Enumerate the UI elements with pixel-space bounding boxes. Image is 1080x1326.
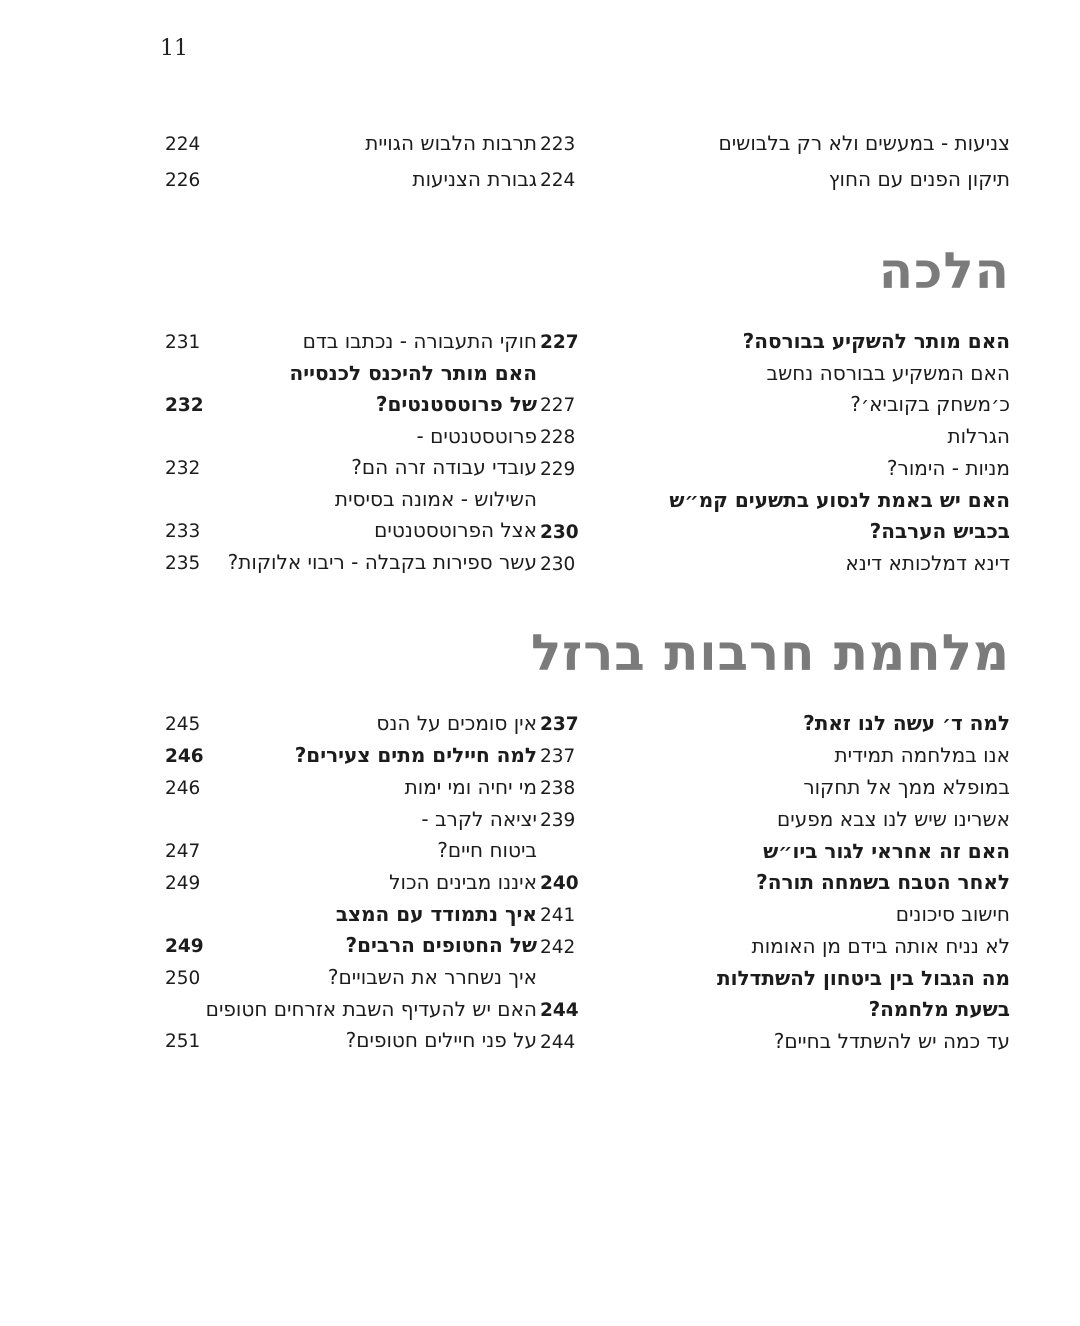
toc-entry-page-number: 238	[540, 778, 576, 799]
toc-entry	[165, 1025, 537, 1057]
page-number: 11	[160, 36, 188, 61]
toc-entry-title: תרבות הלבוש הגויית	[365, 131, 537, 155]
toc-column-left	[165, 708, 537, 1058]
toc-entry-title: ביטוח חיים?	[437, 838, 537, 862]
toc-entry-title: עובדי עבודה זרה הם?	[351, 455, 537, 479]
toc-entry-title: חישוב סיכונים	[895, 902, 1010, 926]
toc-entry-page-number: 246	[165, 746, 204, 767]
toc-entry-page-number: 232	[165, 458, 201, 479]
toc-entry	[165, 994, 537, 1025]
toc-entry	[165, 962, 537, 994]
toc-entry-page-number: 223	[540, 134, 576, 155]
toc-entry	[540, 931, 1010, 963]
toc-entry-title: חוקי התעבורה - נכתבו בדם	[302, 329, 537, 353]
toc-entry-title: השילוש - אמונה בסיסית	[334, 487, 537, 511]
toc-entry-page-number: 251	[165, 1031, 201, 1052]
toc-entry-page-number: 249	[165, 873, 201, 894]
toc-entry	[540, 836, 1010, 867]
toc-entry-title: בכביש הערבה?	[869, 519, 1010, 543]
toc-entry	[540, 548, 1010, 580]
toc-entry-title: כ׳משחק בקוביא׳?	[850, 392, 1010, 416]
toc-entry-title: במופלא ממך אל תחקור	[803, 775, 1010, 799]
toc-entry-page-number: 229	[540, 459, 576, 480]
toc-entry-page-number: 230	[540, 554, 576, 575]
toc-entry	[540, 963, 1010, 994]
toc-entry-page-number: 250	[165, 968, 201, 989]
toc-columns	[165, 126, 1010, 198]
toc-entry-title: אנו במלחמה תמידית	[834, 743, 1010, 767]
toc-entry-page-number: 242	[540, 937, 576, 958]
toc-column-left	[165, 126, 537, 198]
toc-entry	[540, 126, 1010, 162]
toc-entry-title: האם יש להעדיף השבת אזרחים חטופים	[205, 997, 537, 1021]
toc-entry-title: הגרלות	[947, 424, 1010, 448]
toc-entry	[540, 326, 1010, 358]
toc-entry-page-number: 246	[165, 778, 201, 799]
toc-entry-title: האם מותר להשקיע בבורסה?	[742, 329, 1010, 353]
toc-entry-title: מה הגבול בין ביטחון להשתדלות	[716, 966, 1010, 990]
toc-entry-title: מי יחיה ומי ימות	[404, 775, 537, 799]
toc-entry	[165, 515, 537, 547]
toc-entry	[165, 162, 537, 198]
table-of-contents	[165, 126, 1010, 1058]
toc-entry-title: לאחר הטבח בשמחה תורה?	[756, 870, 1010, 894]
toc-entry-title: בשעת מלחמה?	[868, 997, 1010, 1021]
toc-entry	[540, 899, 1010, 931]
toc-entry-title: לא נניח אותה בידם מן האומות	[751, 934, 1010, 958]
toc-entry	[165, 358, 537, 389]
toc-entry	[165, 835, 537, 867]
toc-columns	[165, 326, 1010, 580]
toc-entry-page-number: 231	[165, 332, 201, 353]
toc-entry-title: האם המשקיע בבורסה נחשב	[766, 361, 1010, 385]
toc-entry-title: עשר ספירות בקבלה - ריבוי אלוקות?	[227, 550, 537, 574]
toc-entry-title: איך נתמודד עם המצב	[335, 902, 537, 926]
toc-entry	[165, 452, 537, 484]
toc-entry	[540, 421, 1010, 453]
toc-entry-title: אצל הפרוטסטנטים	[374, 518, 537, 542]
toc-entry-title: על פני חיילים חטופים?	[345, 1028, 537, 1052]
toc-entry	[540, 516, 1010, 548]
toc-entry	[165, 547, 537, 579]
toc-entry	[165, 421, 537, 452]
toc-entry	[165, 772, 537, 804]
toc-entry-title: האם מותר להיכנס לכנסייה	[289, 361, 537, 385]
toc-entry	[165, 899, 537, 930]
toc-entry	[540, 485, 1010, 516]
toc-entry-page-number: 249	[165, 936, 204, 957]
toc-entry	[165, 708, 537, 740]
toc-entry	[540, 867, 1010, 899]
toc-entry-page-number: 235	[165, 553, 201, 574]
toc-entry-title: של החטופים הרבים?	[345, 933, 537, 957]
toc-entry-page-number: 226	[165, 170, 201, 191]
toc-entry	[165, 389, 537, 421]
toc-entry	[165, 126, 537, 162]
toc-entry-title: גבורת הצניעות	[412, 167, 537, 191]
toc-entry-title: מניות - הימור?	[886, 456, 1010, 480]
toc-entry-page-number: 244	[540, 1000, 579, 1021]
toc-entry-page-number: 232	[165, 395, 204, 416]
toc-entry-title: איננו מבינים הכול	[389, 870, 537, 894]
toc-entry-title: אשרינו שיש לנו צבא מפעים	[777, 807, 1010, 831]
toc-entry-title: עד כמה יש להשתדל בחיים?	[773, 1029, 1010, 1053]
toc-entry-page-number: 247	[165, 841, 201, 862]
toc-entry	[540, 740, 1010, 772]
toc-entry-page-number: 228	[540, 427, 576, 448]
toc-entry	[165, 484, 537, 515]
toc-column-left	[165, 326, 537, 580]
toc-entry	[165, 930, 537, 962]
toc-entry-page-number: 230	[540, 522, 579, 543]
toc-entry-page-number: 233	[165, 521, 201, 542]
toc-entry	[540, 772, 1010, 804]
toc-entry	[165, 804, 537, 835]
toc-entry-page-number: 224	[165, 134, 201, 155]
toc-entry-page-number: 241	[540, 905, 576, 926]
toc-entry	[540, 1026, 1010, 1058]
toc-entry-page-number: 245	[165, 714, 201, 735]
toc-column-right	[540, 708, 1010, 1058]
toc-entry-page-number: 237	[540, 714, 579, 735]
toc-entry-page-number: 244	[540, 1032, 576, 1053]
toc-entry	[540, 804, 1010, 836]
toc-columns	[165, 708, 1010, 1058]
toc-entry-page-number: 240	[540, 873, 579, 894]
toc-entry	[540, 358, 1010, 389]
toc-entry-page-number: 227	[540, 395, 576, 416]
toc-entry-title: יציאה לקרב -	[421, 807, 537, 831]
toc-entry	[540, 453, 1010, 485]
toc-entry	[540, 994, 1010, 1026]
toc-entry-page-number: 224	[540, 170, 576, 191]
toc-entry-title: איך נשחרר את השבויים?	[327, 965, 537, 989]
toc-entry-page-number: 237	[540, 746, 576, 767]
toc-entry-title: למה ד׳ עשה לנו זאת?	[803, 711, 1010, 735]
toc-column-right	[540, 326, 1010, 580]
toc-entry-page-number: 239	[540, 810, 576, 831]
toc-entry-title: פרוטסטנטים -	[416, 424, 537, 448]
toc-entry-title: אין סומכים על הנס	[376, 711, 537, 735]
toc-entry-title: של פרוטסטנטים?	[375, 392, 537, 416]
toc-entry	[165, 740, 537, 772]
toc-entry	[165, 326, 537, 358]
toc-entry-title: תיקון הפנים עם החוץ	[828, 167, 1010, 191]
toc-entry-title: האם זה אחראי לגור ביו״ש	[763, 839, 1010, 863]
section-heading: הלכה	[878, 241, 1010, 300]
toc-entry	[540, 389, 1010, 421]
toc-entry-title: צניעות - במעשים ולא רק בלבושים	[718, 131, 1010, 155]
toc-entry-title: דינא דמלכותא דינא	[845, 551, 1010, 575]
toc-entry-title: האם יש באמת לנסוע בתשעים קמ״ש	[669, 488, 1010, 512]
section-heading: מלחמת חרבות ברזל	[530, 623, 1010, 682]
toc-entry	[540, 162, 1010, 198]
toc-entry	[165, 867, 537, 899]
toc-entry	[540, 708, 1010, 740]
toc-column-right	[540, 126, 1010, 198]
toc-entry-title: למה חיילים מתים צעירים?	[294, 743, 537, 767]
toc-entry-page-number: 227	[540, 332, 579, 353]
